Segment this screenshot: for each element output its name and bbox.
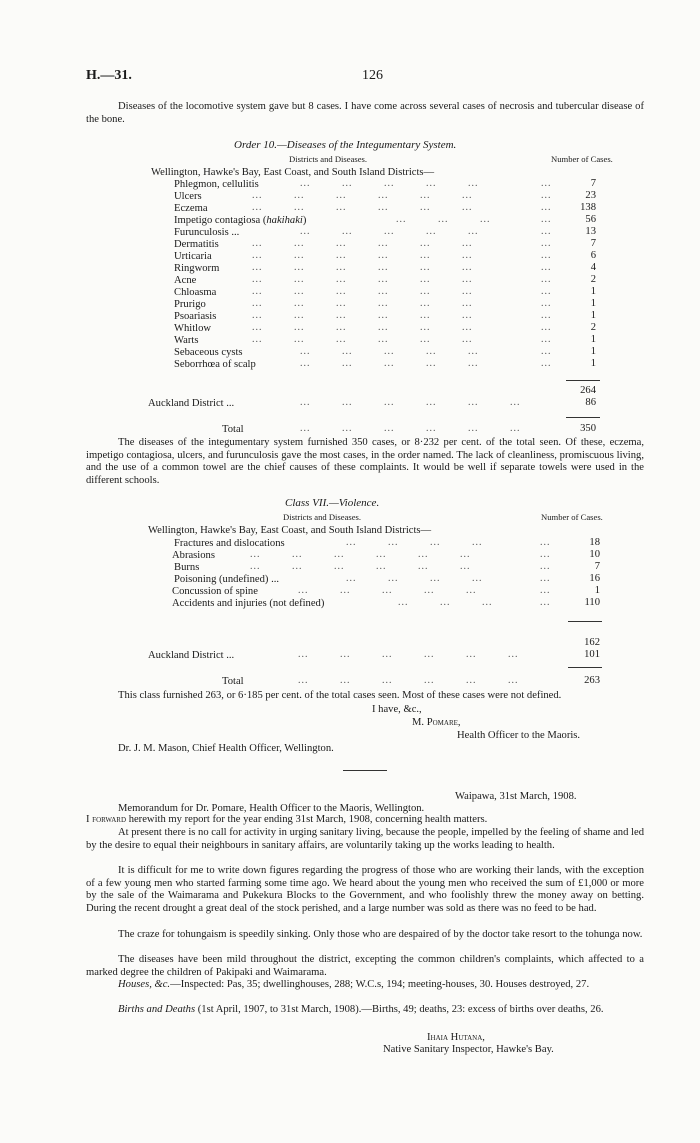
leader-dots: ... ... ... ... ... ... <box>252 190 473 201</box>
leader-dots: ... <box>541 298 552 309</box>
row-value: 4 <box>590 262 596 273</box>
forward-rest: herewith my report for the year ending 31st March, 1908, concerning health matters. <box>128 814 488 825</box>
row-value: 1 <box>590 310 596 321</box>
row-value: 13 <box>585 226 596 237</box>
row-label: Accidents and injuries (not defined) <box>172 598 325 609</box>
leader-dots: ... <box>541 346 552 357</box>
class7-auckland-value: 101 <box>584 649 600 660</box>
leader-dots: ... <box>541 214 552 225</box>
row-label: Poisoning (undefined) ... <box>174 574 280 585</box>
houses-text: —Inspected: Pas, 35; dwellinghouses, 288; W.C.s, 194; meeting-houses, 30. Houses destroyed, 27. <box>170 979 590 990</box>
row-label: Burns <box>174 562 200 573</box>
addressee: Dr. J. M. Mason, Chief Health Officer, Wellington. <box>118 743 334 754</box>
class7-col-head-right: Number of Cases. <box>541 512 603 522</box>
leader-dots: ... ... ... ... ... <box>300 226 479 237</box>
leader-dots: ... <box>540 597 551 608</box>
leader-dots: ... ... ... ... ... ... <box>252 298 473 309</box>
signoff-name: M. Pomare, <box>412 717 461 728</box>
leader-dots: ... ... ... ... ... ... <box>250 549 471 560</box>
row-value: 18 <box>589 537 600 548</box>
row-value: 7 <box>590 178 596 189</box>
violence-paragraph: This class furnished 263, or 6·185 per cent. of the total cases seen. Most of these cases were not defined. <box>118 690 562 701</box>
leader-dots: ... ... ... ... ... ... <box>252 322 473 333</box>
memo-paragraph-4: The diseases have been mild throughout the district, excepting the common children's complaints, which affected to a marked degree the children of Pakipaki and Waimarama. <box>86 954 644 978</box>
leader-dots: ... <box>541 178 552 189</box>
class7-auckland-label: Auckland District ... <box>148 650 235 661</box>
leader-dots: ... ... ... ... ... ... <box>252 250 473 261</box>
houses-label: Houses, &c. <box>118 979 171 990</box>
leader-dots: ... ... ... ... ... ... <box>252 238 473 249</box>
row-label: Phlegmon, cellulitis <box>174 179 259 190</box>
leader-dots: ... <box>540 561 551 572</box>
row-value: 56 <box>585 214 596 225</box>
memo-sign-title: Native Sanitary Inspector, Hawke's Bay. <box>383 1044 554 1055</box>
memo-births-deaths <box>86 1004 644 1017</box>
leader-dots: ... <box>541 226 552 237</box>
row-value: 1 <box>590 334 596 345</box>
memo-forward <box>86 814 644 827</box>
row-label: Eczema <box>174 203 208 214</box>
subtotal-rule <box>568 621 602 622</box>
intro-paragraph: Diseases of the locomotive system gave but 8 cases. I have come across several cases of necrosis and tubercular disease of the bone. <box>86 101 644 125</box>
order10-auckland-value: 86 <box>585 397 596 408</box>
class7-col-head-left: Districts and Diseases. <box>283 512 362 522</box>
leader-dots: ... <box>541 286 552 297</box>
total-rule <box>568 667 602 668</box>
row-value: 1 <box>590 286 596 297</box>
row-label: Abrasions <box>172 550 215 561</box>
row-label: Seborrhœa of scalp <box>174 359 256 370</box>
row-label: Whitlow <box>174 323 212 334</box>
order10-region: Wellington, Hawke's Bay, East Coast, and South Island Districts— <box>151 167 435 178</box>
leader-dots: ... ... ... ... <box>346 573 483 584</box>
order10-col-head-left: Districts and Diseases. <box>289 154 368 164</box>
row-value: 1 <box>590 346 596 357</box>
row-value: 110 <box>584 597 600 608</box>
class7-title: Class VII.—Violence. <box>285 497 380 509</box>
row-label: Urticaria <box>174 251 212 262</box>
leader-dots: ... ... ... ... ... ... <box>300 397 521 408</box>
memo-date: Waipawa, 31st March, 1908. <box>455 791 577 802</box>
row-label: Ringworm <box>174 263 220 274</box>
row-label: Chloasma <box>174 287 217 298</box>
row-value: 16 <box>589 573 600 584</box>
leader-dots: ... ... ... ... ... ... <box>250 561 471 572</box>
leader-dots: ... <box>541 334 552 345</box>
row-label: Sebaceous cysts <box>174 347 243 358</box>
leader-dots: ... ... ... ... ... ... <box>298 649 519 660</box>
leader-dots: ... ... ... ... ... ... <box>252 274 473 285</box>
leader-dots: ... <box>541 322 552 333</box>
order10-total-value: 350 <box>580 423 596 434</box>
total-rule <box>566 417 600 418</box>
memo-houses <box>86 979 644 992</box>
leader-dots: ... <box>541 310 552 321</box>
leader-dots: ... ... ... ... ... <box>300 178 479 189</box>
class7-total-value: 263 <box>584 675 600 686</box>
memo-sign-name: Ihaia Hutana, <box>427 1032 485 1043</box>
class7-total-label: Total <box>222 676 244 687</box>
section-divider <box>343 770 387 771</box>
row-value: 23 <box>585 190 596 201</box>
leader-dots: ... <box>540 537 551 548</box>
row-label: Impetigo contagiosa (hakihaki) <box>174 215 307 226</box>
class7-region: Wellington, Hawke's Bay, East Coast, and South Island Districts— <box>148 525 432 536</box>
row-value: 138 <box>580 202 596 213</box>
leader-dots: ... ... ... ... ... <box>298 585 477 596</box>
order10-auckland-label: Auckland District ... <box>148 398 235 409</box>
row-value: 10 <box>589 549 600 560</box>
row-label: Concussion of spine <box>172 586 258 597</box>
leader-dots: ... ... ... ... <box>346 537 483 548</box>
row-label: Fractures and dislocations <box>174 538 285 549</box>
births-text: (1st April, 1907, to 31st March, 1908).—Births, 49; deaths, 23: excess of births over deaths, 26. <box>197 1004 604 1015</box>
leader-dots: ... <box>541 358 552 369</box>
row-value: 6 <box>590 250 596 261</box>
page-number: 126 <box>362 68 383 83</box>
leader-dots: ... ... ... ... ... ... <box>252 262 473 273</box>
leader-dots: ... ... ... ... ... ... <box>252 202 473 213</box>
leader-dots: ... <box>541 238 552 249</box>
memo-paragraph-3: The craze for tohungaism is speedily sinking. Only those who are despaired of by the doctor take resort to the tohunga now. <box>118 929 643 940</box>
row-label: Furunculosis ... <box>174 227 240 238</box>
leader-dots: ... <box>541 250 552 261</box>
leader-dots: ... ... ... ... ... ... <box>252 310 473 321</box>
leader-dots: ... <box>540 585 551 596</box>
memo-paragraph-2: It is difficult for me to write down figures regarding the progress of those who are working their lands, with the exception of a few young men who started farming some time ago. We heard about the young men who received the sum of £1,000 or more by the sale of the Waimarama and Pukekura Blocks to the Government, and who foolishly threw the money away on betting. During the recent drought a great deal of the stock perished, and a large number was sold as there was no feed to be had. <box>86 865 644 914</box>
row-label: Psoariasis <box>174 311 217 322</box>
signoff-ihave: I have, &c., <box>372 704 422 715</box>
leader-dots: ... ... ... <box>398 597 493 608</box>
order10-col-head-right: Number of Cases. <box>551 154 613 164</box>
leader-dots: ... ... ... ... ... ... <box>252 334 473 345</box>
row-value: 1 <box>594 585 600 596</box>
leader-dots: ... ... ... ... ... <box>300 358 479 369</box>
leader-dots: ... ... ... ... ... ... <box>298 675 519 686</box>
row-label: Ulcers <box>174 191 202 202</box>
leader-dots: ... ... ... ... ... <box>300 346 479 357</box>
leader-dots: ... <box>541 190 552 201</box>
leader-dots: ... <box>541 262 552 273</box>
order10-subtotal: 264 <box>580 385 596 396</box>
leader-dots: ... <box>540 549 551 560</box>
leader-dots: ... ... ... ... ... ... <box>300 423 521 434</box>
signoff-title: Health Officer to the Maoris. <box>457 730 581 741</box>
row-value: 2 <box>590 274 596 285</box>
leader-dots: ... ... ... ... ... ... <box>252 286 473 297</box>
subtotal-rule <box>566 380 600 381</box>
row-value: 1 <box>590 358 596 369</box>
memo-paragraph-1: At present there is no call for activity in urging sanitary living, because the people, impelled by the feeling of shame and led by the desire to equal their neighbours in sanitary affairs, are voluntarily taking up the works leading to health. <box>86 827 644 851</box>
births-label: Births and Deaths <box>118 1004 196 1015</box>
row-label: Acne <box>174 275 197 286</box>
row-value: 1 <box>590 298 596 309</box>
row-label: Dermatitis <box>174 239 219 250</box>
order10-title: Order 10.—Diseases of the Integumentary System. <box>234 139 457 151</box>
order10-total-label: Total <box>222 424 244 435</box>
leader-dots: ... <box>540 573 551 584</box>
row-label: Warts <box>174 335 199 346</box>
page-reference: H.—31. <box>86 68 132 83</box>
integumentary-paragraph: The diseases of the integumentary system furnished 350 cases, or 8·232 per cent. of the total seen. Of these, eczema, impetigo contagiosa, ulcers, and furunculosis gave the most cases, in the order named. The lack of cleanliness, promiscuous living, and the use of a common towel are the chief causes of these complaints. It would be well if separate towels were used in the different schools. <box>86 437 644 486</box>
leader-dots: ... ... ... <box>396 214 491 225</box>
row-value: 7 <box>590 238 596 249</box>
memo-heading: Memorandum for Dr. Pomare, Health Officer to the Maoris, Wellington. <box>118 803 425 814</box>
class7-subtotal: 162 <box>584 637 600 648</box>
row-value: 2 <box>590 322 596 333</box>
leader-dots: ... <box>541 202 552 213</box>
leader-dots: ... <box>541 274 552 285</box>
row-label: Prurigo <box>174 299 206 310</box>
forward-word: I forward <box>86 814 127 825</box>
row-value: 7 <box>594 561 600 572</box>
